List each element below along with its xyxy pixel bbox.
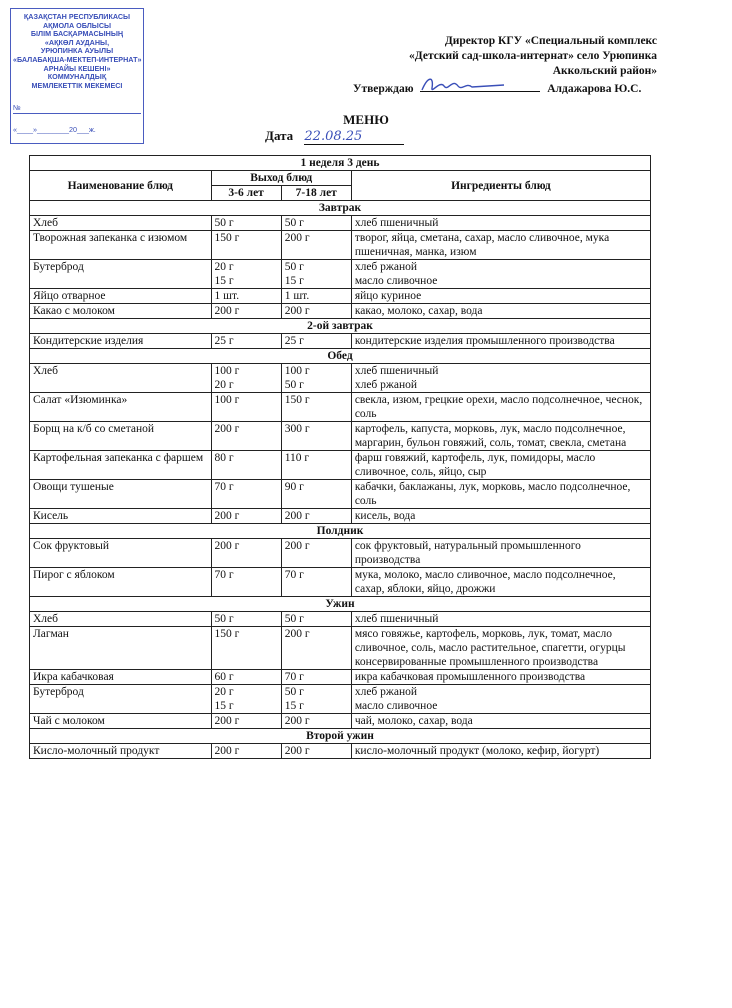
cell-line: 20 г xyxy=(214,686,234,698)
dish-name: Сок фруктовый xyxy=(30,539,212,568)
portion-7-18 xyxy=(281,509,351,524)
stamp-number-field: № xyxy=(13,104,141,114)
table-row xyxy=(30,231,651,260)
cell-line: икра кабачковая промышленного производства xyxy=(354,671,586,683)
ingredients xyxy=(351,568,650,597)
ingredients xyxy=(351,393,650,422)
cell-line: 50 г xyxy=(284,261,304,273)
ingredients xyxy=(351,627,650,670)
dish-name: Кисло-молочный продукт xyxy=(30,744,212,759)
table-row xyxy=(30,714,651,729)
stamp-line: КОММУНАЛДЫҚ xyxy=(47,72,107,82)
cell-line: 25 г xyxy=(214,335,234,347)
cell-line: чай, молоко, сахар, вода xyxy=(354,715,473,727)
cell-line: 15 г xyxy=(214,275,234,287)
portion-7-18 xyxy=(281,393,351,422)
cell-line: хлеб ржаной xyxy=(354,379,418,391)
dish-name: Пирог с яблоком xyxy=(30,568,212,597)
dish-name: Овощи тушеные xyxy=(30,480,212,509)
ingredients xyxy=(351,216,650,231)
cell-line: 60 г xyxy=(214,671,234,683)
portion-7-18 xyxy=(281,289,351,304)
cell-line: кисло-молочный продукт (молоко, кефир, йогурт) xyxy=(354,745,600,757)
portion-3-6 xyxy=(211,216,281,231)
cell-line: хлеб пшеничный xyxy=(354,217,439,229)
stamp-line: АРНАЙЫ КЕШЕНІ» xyxy=(43,63,111,73)
cell-line: 50 г xyxy=(284,686,304,698)
table-row xyxy=(30,612,651,627)
dish-name: Салат «Изюминка» xyxy=(30,393,212,422)
cell-line: картофель, капуста, морковь, лук, масло подсолнечное, маргарин, бульон говяжий, соль, томат, свекла, сметана xyxy=(354,423,627,449)
cell-line: 50 г xyxy=(214,613,234,625)
date-label: Дата xyxy=(265,128,294,143)
portion-3-6 xyxy=(211,480,281,509)
ingredients xyxy=(351,364,650,393)
table-row xyxy=(30,451,651,480)
portion-3-6 xyxy=(211,260,281,289)
cell-line: 70 г xyxy=(214,481,234,493)
ingredients xyxy=(351,714,650,729)
col-header-ingredients: Ингредиенты блюд xyxy=(351,171,650,201)
cell-line: 25 г xyxy=(284,335,304,347)
cell-line: 150 г xyxy=(214,628,240,640)
ingredients xyxy=(351,422,650,451)
cell-line: хлеб пшеничный xyxy=(354,613,439,625)
table-row xyxy=(30,509,651,524)
table-row xyxy=(30,627,651,670)
portion-3-6 xyxy=(211,304,281,319)
stamp-line: МЕМЛЕКЕТТІК МЕКЕМЕСІ xyxy=(31,80,123,90)
table-row xyxy=(30,685,651,714)
cell-line: хлеб пшеничный xyxy=(354,365,439,377)
menu-body xyxy=(30,201,651,759)
cell-line: 200 г xyxy=(284,510,310,522)
cell-line: 1 шт. xyxy=(214,290,240,302)
dish-name: Икра кабачковая xyxy=(30,670,212,685)
cell-line: кондитерские изделия промышленного производства xyxy=(354,335,615,347)
cell-line: мясо говяжье, картофель, морковь, лук, томат, масло сливочное, соль, масло растительное, спагетти, огурцы консервированные промышленного производства xyxy=(354,628,626,668)
section-row xyxy=(30,319,651,334)
ingredients xyxy=(351,539,650,568)
ingredients xyxy=(351,480,650,509)
cell-line: 15 г xyxy=(284,700,304,712)
cell-line: 100 г xyxy=(214,394,240,406)
section-row xyxy=(30,349,651,364)
section-title: Завтрак xyxy=(30,201,651,216)
header-line: Директор КГУ «Специальный комплекс xyxy=(444,35,657,47)
portion-3-6 xyxy=(211,627,281,670)
header-line: Аккольский район» xyxy=(552,65,657,77)
portion-7-18 xyxy=(281,451,351,480)
cell-line: свекла, изюм, грецкие орехи, масло подсолнечное, чеснок, соль xyxy=(354,394,643,420)
ingredients xyxy=(351,304,650,319)
portion-7-18 xyxy=(281,334,351,349)
portion-3-6 xyxy=(211,451,281,480)
approve-label: Утверждаю xyxy=(353,83,414,95)
section-title: Обед xyxy=(30,349,651,364)
dish-name: Бутерброд xyxy=(30,685,212,714)
table-row xyxy=(30,480,651,509)
table-row xyxy=(30,364,651,393)
page-title: МЕНЮ xyxy=(343,112,389,127)
ingredients xyxy=(351,685,650,714)
portion-7-18 xyxy=(281,304,351,319)
ingredients xyxy=(351,289,650,304)
stamp-line: УРЮПИНКА АУЫЛЫ xyxy=(40,46,114,56)
portion-3-6 xyxy=(211,509,281,524)
portion-7-18 xyxy=(281,744,351,759)
dish-name: Чай с молоком xyxy=(30,714,212,729)
cell-line: какао, молоко, сахар, вода xyxy=(354,305,483,317)
col-header-age-7-18: 7-18 лет xyxy=(281,186,351,201)
table-row xyxy=(30,568,651,597)
dish-name: Творожная запеканка с изюмом xyxy=(30,231,212,260)
portion-7-18 xyxy=(281,480,351,509)
cell-line: 80 г xyxy=(214,452,234,464)
portion-3-6 xyxy=(211,393,281,422)
date-value: 22.08.25 xyxy=(304,129,404,145)
cell-line: 50 г xyxy=(214,217,234,229)
portion-7-18 xyxy=(281,568,351,597)
stamp-line: ҚАЗАҚСТАН РЕСПУБЛИКАСЫ xyxy=(23,12,131,21)
cell-line: масло сливочное xyxy=(354,275,438,287)
cell-line: 200 г xyxy=(284,745,310,757)
table-title: 1 неделя 3 день xyxy=(30,156,651,171)
portion-3-6 xyxy=(211,744,281,759)
cell-line: 200 г xyxy=(284,540,310,552)
section-row xyxy=(30,729,651,744)
portion-7-18 xyxy=(281,422,351,451)
ingredients xyxy=(351,509,650,524)
col-header-age-3-6: 3-6 лет xyxy=(211,186,281,201)
portion-7-18 xyxy=(281,670,351,685)
cell-line: 90 г xyxy=(284,481,304,493)
cell-line: 15 г xyxy=(214,700,234,712)
cell-line: 20 г xyxy=(214,379,234,391)
portion-3-6 xyxy=(211,364,281,393)
table-row xyxy=(30,422,651,451)
table-row xyxy=(30,289,651,304)
cell-line: 200 г xyxy=(284,305,310,317)
table-row xyxy=(30,334,651,349)
cell-line: фарш говяжий, картофель, лук, помидоры, масло сливочное, соль, яйцо, сыр xyxy=(354,452,596,478)
portion-7-18 xyxy=(281,685,351,714)
cell-line: 200 г xyxy=(214,540,240,552)
cell-line: 150 г xyxy=(214,232,240,244)
dish-name: Хлеб xyxy=(30,216,212,231)
col-header-dish: Наименование блюд xyxy=(30,171,212,201)
approver-name: Алдажарова Ю.С. xyxy=(547,83,642,95)
table-row xyxy=(30,260,651,289)
ingredients xyxy=(351,231,650,260)
section-row xyxy=(30,201,651,216)
cell-line: масло сливочное xyxy=(354,700,438,712)
portion-3-6 xyxy=(211,231,281,260)
dish-name: Лагман xyxy=(30,627,212,670)
cell-line: мука, молоко, масло сливочное, масло подсолнечное, сахар, яблоки, яйцо, дрожжи xyxy=(354,569,616,595)
section-row xyxy=(30,524,651,539)
cell-line: 200 г xyxy=(214,305,240,317)
cell-line: 150 г xyxy=(284,394,310,406)
cell-line: 300 г xyxy=(284,423,310,435)
cell-line: 15 г xyxy=(284,275,304,287)
cell-line: 1 шт. xyxy=(284,290,310,302)
menu-table xyxy=(29,155,651,759)
cell-line: 100 г xyxy=(284,365,310,377)
portion-7-18 xyxy=(281,216,351,231)
section-title: Полдник xyxy=(30,524,651,539)
portion-3-6 xyxy=(211,612,281,627)
cell-line: 70 г xyxy=(284,671,304,683)
cell-line: 50 г xyxy=(284,379,304,391)
table-row xyxy=(30,393,651,422)
stamp-date-field: «____»________20___ж. xyxy=(13,125,96,135)
portion-3-6 xyxy=(211,289,281,304)
table-row xyxy=(30,744,651,759)
dish-name: Картофельная запеканка с фаршем xyxy=(30,451,212,480)
cell-line: 100 г xyxy=(214,365,240,377)
cell-line: яйцо куриное xyxy=(354,290,422,302)
portion-3-6 xyxy=(211,568,281,597)
cell-line: 200 г xyxy=(284,715,310,727)
portion-7-18 xyxy=(281,364,351,393)
stamp-line: «АҚКӨЛ АУДАНЫ, xyxy=(44,37,110,47)
cell-line: 50 г xyxy=(284,217,304,229)
cell-line: хлеб ржаной xyxy=(354,261,418,273)
stamp-line: АҚМОЛА ОБЛЫСЫ xyxy=(42,20,112,30)
cell-line: 200 г xyxy=(214,423,240,435)
portion-7-18 xyxy=(281,539,351,568)
cell-line: 20 г xyxy=(214,261,234,273)
cell-line: 70 г xyxy=(284,569,304,581)
cell-line: 110 г xyxy=(284,452,310,464)
portion-3-6 xyxy=(211,334,281,349)
dish-name: Кондитерские изделия xyxy=(30,334,212,349)
cell-line: кабачки, баклажаны, лук, морковь, масло подсолнечное, соль xyxy=(354,481,631,507)
portion-7-18 xyxy=(281,231,351,260)
portion-3-6 xyxy=(211,670,281,685)
cell-line: кисель, вода xyxy=(354,510,416,522)
portion-7-18 xyxy=(281,714,351,729)
ingredients xyxy=(351,334,650,349)
table-row xyxy=(30,670,651,685)
dish-name: Хлеб xyxy=(30,612,212,627)
ingredients xyxy=(351,451,650,480)
cell-line: 200 г xyxy=(214,510,240,522)
cell-line: хлеб ржаной xyxy=(354,686,418,698)
stamp-line: БІЛІМ БАСҚАРМАСЫНЫҢ xyxy=(30,29,124,39)
portion-3-6 xyxy=(211,714,281,729)
portion-3-6 xyxy=(211,539,281,568)
dish-name: Борщ на к/б со сметаной xyxy=(30,422,212,451)
ingredients xyxy=(351,260,650,289)
portion-7-18 xyxy=(281,260,351,289)
cell-line: творог, яйца, сметана, сахар, масло сливочное, мука пшеничная, манка, изюм xyxy=(354,232,610,258)
table-row xyxy=(30,304,651,319)
section-title: Ужин xyxy=(30,597,651,612)
dish-name: Хлеб xyxy=(30,364,212,393)
table-row xyxy=(30,539,651,568)
ingredients xyxy=(351,612,650,627)
section-title: Второй ужин xyxy=(30,729,651,744)
header-line: «Детский сад-школа-интернат» село Урюпинка xyxy=(409,50,657,62)
dish-name: Кисель xyxy=(30,509,212,524)
section-title: 2-ой завтрак xyxy=(30,319,651,334)
cell-line: 200 г xyxy=(284,232,310,244)
dish-name: Яйцо отварное xyxy=(30,289,212,304)
section-row xyxy=(30,597,651,612)
cell-line: 50 г xyxy=(284,613,304,625)
cell-line: 70 г xyxy=(214,569,234,581)
ingredients xyxy=(351,670,650,685)
dish-name: Какао с молоком xyxy=(30,304,212,319)
date-line xyxy=(265,128,404,145)
portion-7-18 xyxy=(281,612,351,627)
portion-7-18 xyxy=(281,627,351,670)
ingredients xyxy=(351,744,650,759)
cell-line: 200 г xyxy=(284,628,310,640)
table-row xyxy=(30,216,651,231)
cell-line: сок фруктовый, натуральный промышленного производства xyxy=(354,540,581,566)
cell-line: 200 г xyxy=(214,745,240,757)
col-header-output: Выход блюд xyxy=(211,171,351,186)
signature-icon xyxy=(418,72,508,98)
portion-3-6 xyxy=(211,685,281,714)
stamp-line: «БАЛАБАҚША-МЕКТЕП-ИНТЕРНАТ» xyxy=(13,54,142,64)
cell-line: 200 г xyxy=(214,715,240,727)
portion-3-6 xyxy=(211,422,281,451)
dish-name: Бутерброд xyxy=(30,260,212,289)
